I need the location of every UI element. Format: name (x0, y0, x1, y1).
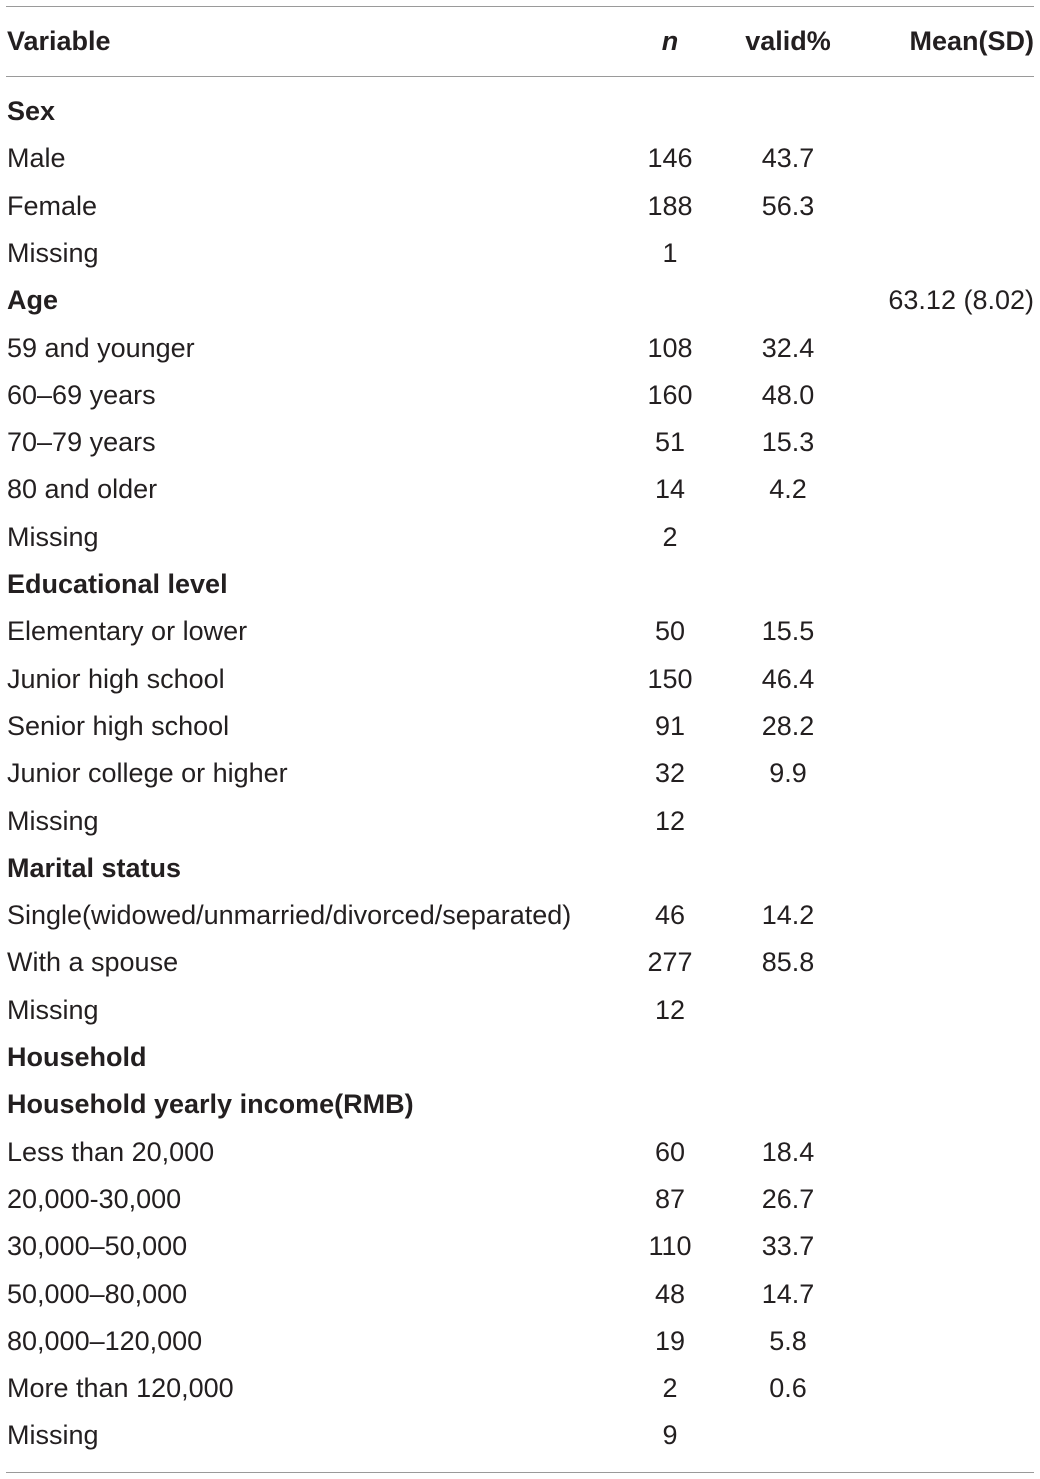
cell-valid-percent: 48.0 (761, 379, 815, 410)
table-row (0, 892, 1040, 939)
cell-valid-percent: 4.2 (769, 474, 807, 505)
cell-n: 12 (654, 805, 686, 836)
cell-valid-percent: 18.4 (761, 1136, 815, 1167)
cell-valid-percent: 14.2 (761, 900, 815, 931)
cell-n: 110 (648, 1231, 692, 1262)
header-mean-sd: Mean(SD) (909, 26, 1034, 56)
row-label: Junior college or higher (7, 758, 288, 789)
table-row (0, 798, 1040, 845)
table-row (0, 514, 1040, 561)
cell-n: 48 (654, 1278, 686, 1309)
row-label: 60–69 years (7, 379, 156, 410)
cell-n: 150 (647, 663, 693, 694)
cell-valid-percent: 9.9 (769, 758, 807, 789)
row-label: Less than 20,000 (7, 1136, 215, 1167)
row-label: With a spouse (7, 947, 179, 978)
table-row (0, 1365, 1040, 1412)
cell-n: 2 (662, 1373, 678, 1404)
cell-mean-sd: 63.12 (8.02) (888, 285, 1034, 316)
table-row (0, 1223, 1040, 1270)
header-valid-percent: valid% (745, 26, 831, 56)
table-row (0, 419, 1040, 466)
table-row (0, 230, 1040, 277)
cell-valid-percent: 43.7 (761, 143, 815, 174)
section-label: Age (7, 285, 59, 316)
table-row (0, 750, 1040, 797)
cell-valid-percent: 15.5 (761, 616, 815, 647)
table-row (0, 608, 1040, 655)
cell-valid-percent: 15.3 (761, 427, 815, 458)
section-row (0, 1034, 1040, 1081)
cell-n: 1 (662, 237, 678, 268)
header-n: n (661, 26, 679, 56)
cell-n: 146 (647, 143, 693, 174)
cell-valid-percent: 46.4 (761, 663, 815, 694)
section-label: Marital status (7, 852, 182, 883)
section-row (0, 1081, 1040, 1128)
table-row (0, 939, 1040, 986)
cell-valid-percent: 0.6 (769, 1373, 807, 1404)
table-row (0, 1318, 1040, 1365)
cell-n: 14 (654, 474, 686, 505)
table-row (0, 1176, 1040, 1223)
cell-valid-percent: 33.7 (761, 1231, 815, 1262)
section-row (0, 845, 1040, 892)
cell-n: 51 (654, 427, 686, 458)
cell-n: 160 (647, 379, 693, 410)
row-label: Female (7, 190, 98, 221)
row-label: 80,000–120,000 (7, 1325, 203, 1356)
row-label: Junior high school (7, 663, 225, 694)
table-row (0, 1412, 1040, 1459)
row-label: 50,000–80,000 (7, 1278, 188, 1309)
row-label: Missing (7, 521, 99, 552)
table-row (0, 656, 1040, 703)
row-label: 20,000-30,000 (7, 1183, 182, 1214)
row-label: More than 120,000 (7, 1373, 234, 1404)
cell-n: 32 (654, 758, 686, 789)
cell-valid-percent: 5.8 (769, 1325, 807, 1356)
cell-n: 188 (647, 190, 693, 221)
cell-valid-percent: 14.7 (761, 1278, 815, 1309)
cell-n: 46 (654, 900, 686, 931)
cell-n: 87 (654, 1183, 686, 1214)
cell-n: 12 (654, 994, 686, 1025)
row-label: Missing (7, 1420, 99, 1451)
row-label: Missing (7, 994, 99, 1025)
section-label: Educational level (7, 569, 228, 599)
row-label: Senior high school (7, 710, 230, 741)
table-row (0, 183, 1040, 230)
cell-n: 60 (654, 1136, 686, 1167)
cell-valid-percent: 28.2 (761, 710, 815, 741)
table-row (0, 1129, 1040, 1176)
row-label: Elementary or lower (7, 616, 248, 647)
section-label: Sex (7, 96, 56, 126)
row-label: Male (7, 143, 66, 174)
table-row (0, 1271, 1040, 1318)
row-label: Single(widowed/unmarried/divorced/separated) (7, 900, 572, 931)
table-row (0, 135, 1040, 182)
section-row (0, 277, 1040, 324)
row-label: 70–79 years (7, 427, 156, 458)
table-row (0, 987, 1040, 1034)
table-header-row (0, 6, 1040, 76)
cell-n: 9 (662, 1420, 678, 1451)
row-label: Missing (7, 805, 99, 836)
row-label: 59 and younger (7, 332, 195, 363)
table-row (0, 466, 1040, 513)
cell-n: 91 (654, 710, 686, 741)
table-row (0, 703, 1040, 750)
row-label: Missing (7, 237, 99, 268)
cell-valid-percent: 32.4 (761, 332, 815, 363)
section-row (0, 561, 1040, 608)
section-label: Household yearly income(RMB) (7, 1089, 414, 1120)
row-label: 30,000–50,000 (7, 1231, 188, 1262)
cell-n: 108 (647, 332, 693, 363)
table-row (0, 325, 1040, 372)
cell-valid-percent: 56.3 (761, 190, 815, 221)
header-variable: Variable (7, 26, 111, 56)
cell-n: 2 (662, 521, 678, 552)
row-label: 80 and older (7, 474, 158, 505)
section-label: Household (7, 1042, 147, 1072)
table-bottom-rule (6, 1472, 1034, 1473)
cell-valid-percent: 85.8 (761, 947, 815, 978)
section-row (0, 88, 1040, 135)
table-header-rule (6, 76, 1034, 77)
table-row (0, 372, 1040, 419)
cell-n: 277 (647, 947, 693, 978)
cell-n: 50 (654, 616, 686, 647)
cell-n: 19 (654, 1325, 686, 1356)
cell-valid-percent: 26.7 (761, 1183, 815, 1214)
